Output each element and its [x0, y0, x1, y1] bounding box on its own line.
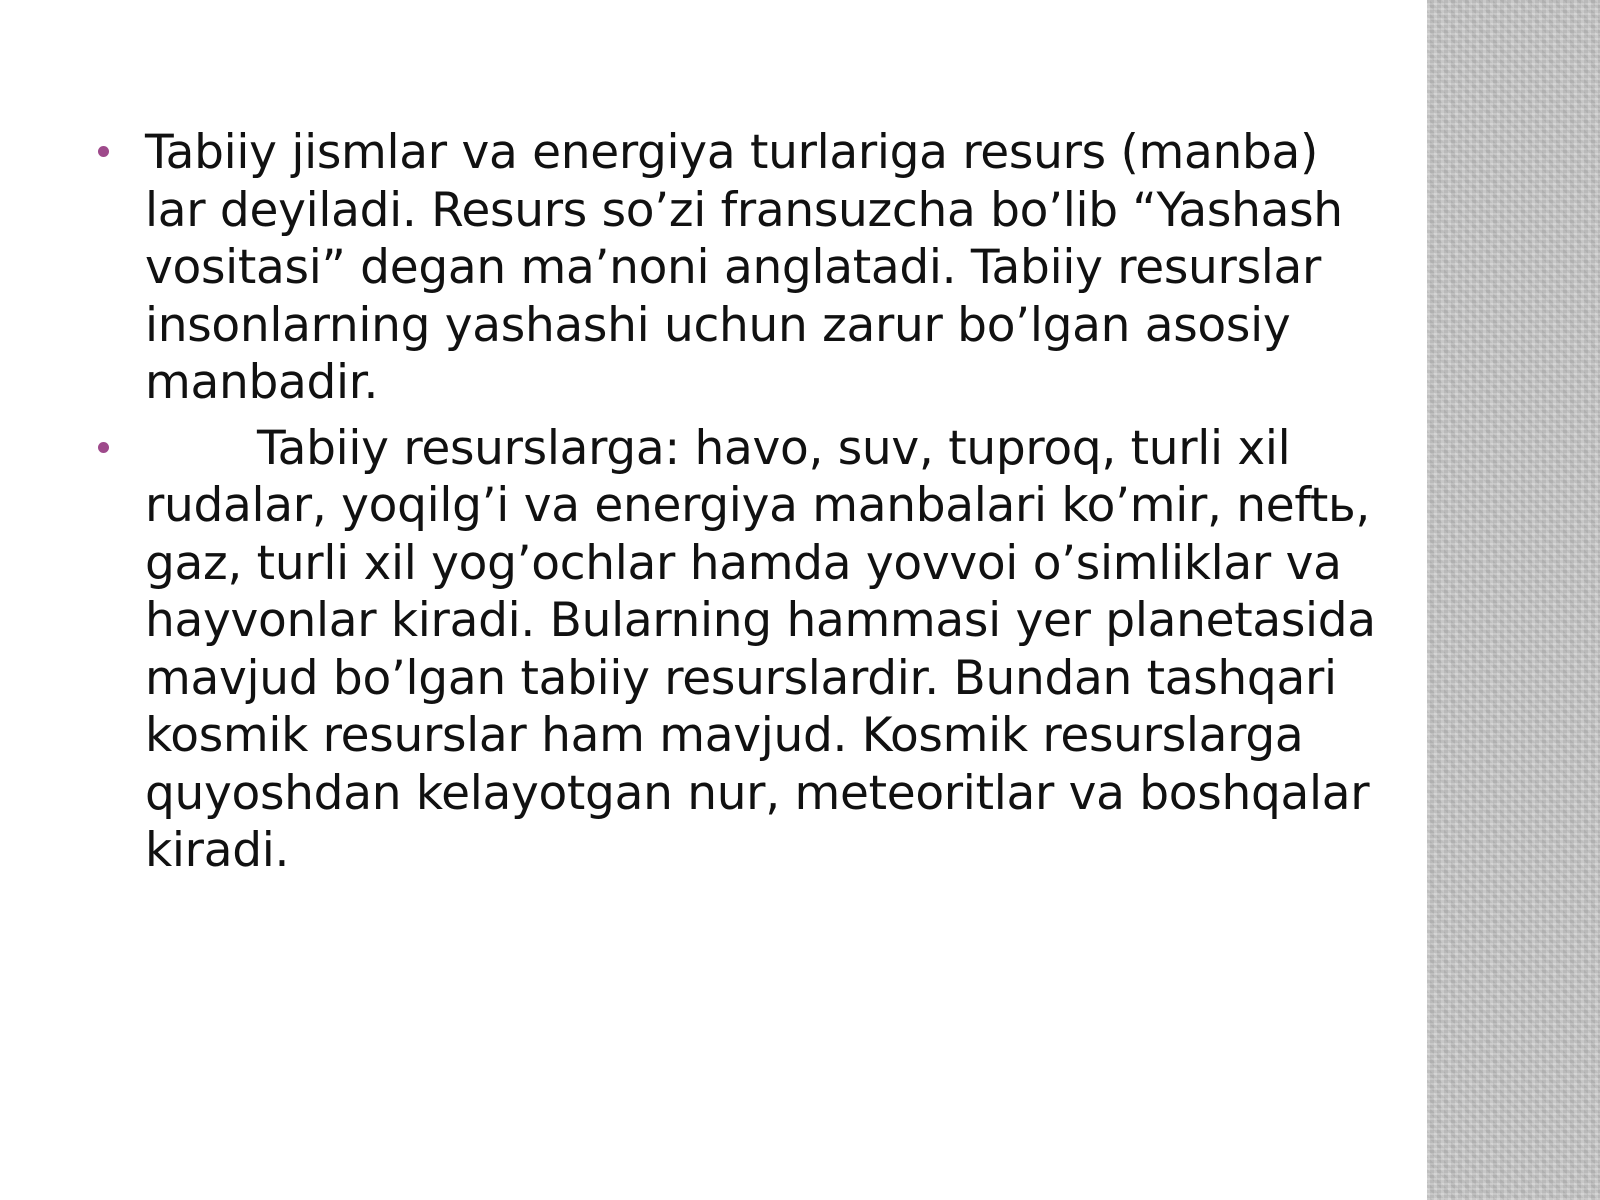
bullet-list	[90, 124, 1380, 880]
slide-body	[90, 124, 1380, 888]
bullet-icon	[98, 146, 109, 157]
bullet-text: Tabiiy resurslarga: havo, suv, tuproq, turli xil rudalar, yoqilg’i va energiya manbalari ko’mir, neftь, gaz, turli xil yog’ochlar hamda yovvoi o’simliklar va hayvonlar kiradi. Bularning hammasi yer planetasida mavjud bo’lgan tabiiy resurslardir. Bundan tashqari kosmik resurslar ham mavjud. Kosmik resurslarga quyoshdan kelayotgan nur, meteoritlar va boshqalar kiradi.	[145, 420, 1376, 878]
bullet-item-resources-list	[90, 420, 1380, 880]
decorative-side-band	[1427, 0, 1600, 1200]
bullet-icon	[98, 442, 109, 453]
bullet-text: Tabiiy jismlar va energiya turlariga resurs (manba) lar deyiladi. Resurs so’zi fransuzcha bo’lib “Yashash vositasi” degan ma’noni anglatadi. Tabiiy resurslar insonlarning yashashi uchun zarur bo’lgan asosiy manbadir.	[145, 125, 1343, 410]
bullet-item-resources-definition	[90, 124, 1380, 412]
